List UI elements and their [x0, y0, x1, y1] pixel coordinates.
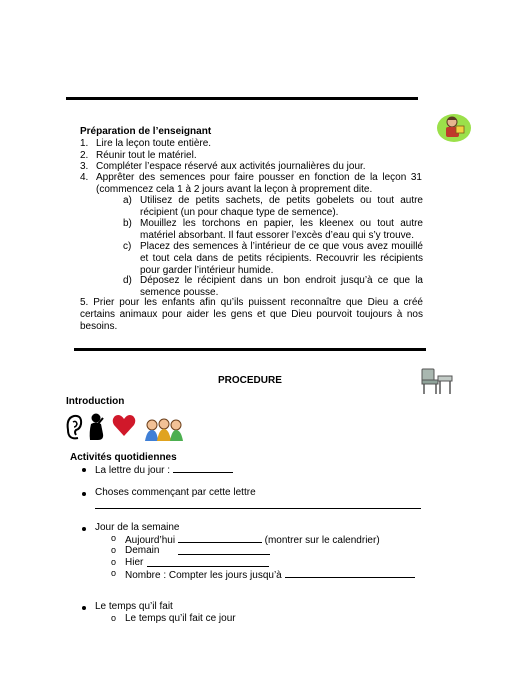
middle-divider [74, 348, 426, 351]
bullet-icon [82, 492, 86, 496]
introduction-heading: Introduction [66, 396, 125, 407]
sub-bullet-icon: o [111, 557, 117, 567]
prep-subitem-d-letter: d) [123, 275, 132, 286]
prep-item-1: Lire la leçon toute entière. [96, 138, 212, 149]
bullet-icon [82, 606, 86, 610]
prep-subitem-b: Mouillez les torchons en papier, les kleenex ou tout autre matériel absorbant. Il faut essorer l’excès d’eau qui s’y trouve. [140, 218, 423, 242]
prep-subitem-d: Déposez le récipient dans un bon endroit jusqu’à ce que la semence pousse. [140, 275, 423, 299]
letter-of-day-label: La lettre du jour : [95, 465, 173, 476]
heart-icon [111, 412, 137, 438]
bullet-icon [82, 527, 86, 531]
sub-bullet-icon: o [111, 613, 117, 623]
day-of-week-label: Jour de la semaine [95, 522, 180, 533]
prep-subitem-b-letter: b) [123, 218, 132, 229]
top-divider [66, 97, 418, 100]
prep-item-5: 5. Prier pour les enfants afin qu’ils puissent reconnaître que Dieu a créé certains animaux pour aider les gens et que Dieu pourvoit toujours à nos besoins. [80, 297, 423, 333]
weather-label: Le temps qu’il fait [95, 601, 173, 612]
count-label: Nombre : Compter les jours jusqu’à [125, 570, 285, 581]
count-blank[interactable] [285, 568, 415, 578]
chair-desk-icon [418, 366, 454, 396]
procedure-title: PROCEDURE [218, 375, 282, 386]
activities-heading: Activités quotidiennes [70, 452, 177, 463]
sub-bullet-icon: o [111, 533, 117, 543]
yesterday-label: Hier [125, 557, 144, 568]
weather-today-label: Le temps qu’il fait ce jour [125, 613, 236, 624]
today-label: Aujourd’hui [125, 535, 176, 546]
prep-subitem-a-letter: a) [123, 195, 132, 206]
today-blank[interactable] [178, 533, 262, 543]
prep-item-3-num: 3. [80, 161, 89, 172]
sub-bullet-icon: o [111, 568, 117, 578]
prep-item-1-num: 1. [80, 138, 89, 149]
tomorrow-label: Demain [125, 545, 160, 556]
prep-item-4-num: 4. [80, 172, 89, 183]
things-starting-blank[interactable] [95, 508, 421, 509]
yesterday-blank[interactable] [147, 557, 269, 567]
prep-subitem-c: Placez des semences à l’intérieur de ce que vous avez mouillé et tout cela dans de petits récipients. Recouvrir les récipients pour garder l’intérieur humide. [140, 241, 423, 277]
prep-item-2: Réunir tout le matériel. [96, 150, 197, 161]
sub-bullet-icon: o [111, 545, 117, 555]
bullet-icon [82, 468, 86, 472]
children-group-icon [143, 418, 185, 442]
ear-icon [64, 412, 84, 442]
prep-subitem-c-letter: c) [123, 241, 132, 252]
prep-item-3: Compléter l’espace réservé aux activités journalières du jour. [96, 161, 366, 172]
things-starting-label: Choses commençant par cette lettre [95, 487, 256, 498]
prep-subitem-a: Utilisez de petits sachets, de petits gobelets ou tout autre récipient (un pour chaque type de semence). [140, 195, 423, 219]
today-note: (montrer sur le calendrier) [264, 535, 380, 546]
teacher-reading-icon [436, 113, 472, 143]
prep-item-4: Apprêter des semences pour faire pousser en fonction de la leçon 31 (commencez cela 1 à 2 jours avant la leçon à proprement dite. [96, 172, 422, 196]
prep-item-2-num: 2. [80, 150, 89, 161]
letter-of-day-blank[interactable] [173, 463, 233, 473]
preparation-title: Préparation de l’enseignant [80, 126, 212, 137]
praying-figure-icon [86, 412, 108, 442]
letter-of-day-row [95, 463, 233, 477]
count-row [125, 568, 415, 582]
tomorrow-blank[interactable] [178, 545, 270, 555]
